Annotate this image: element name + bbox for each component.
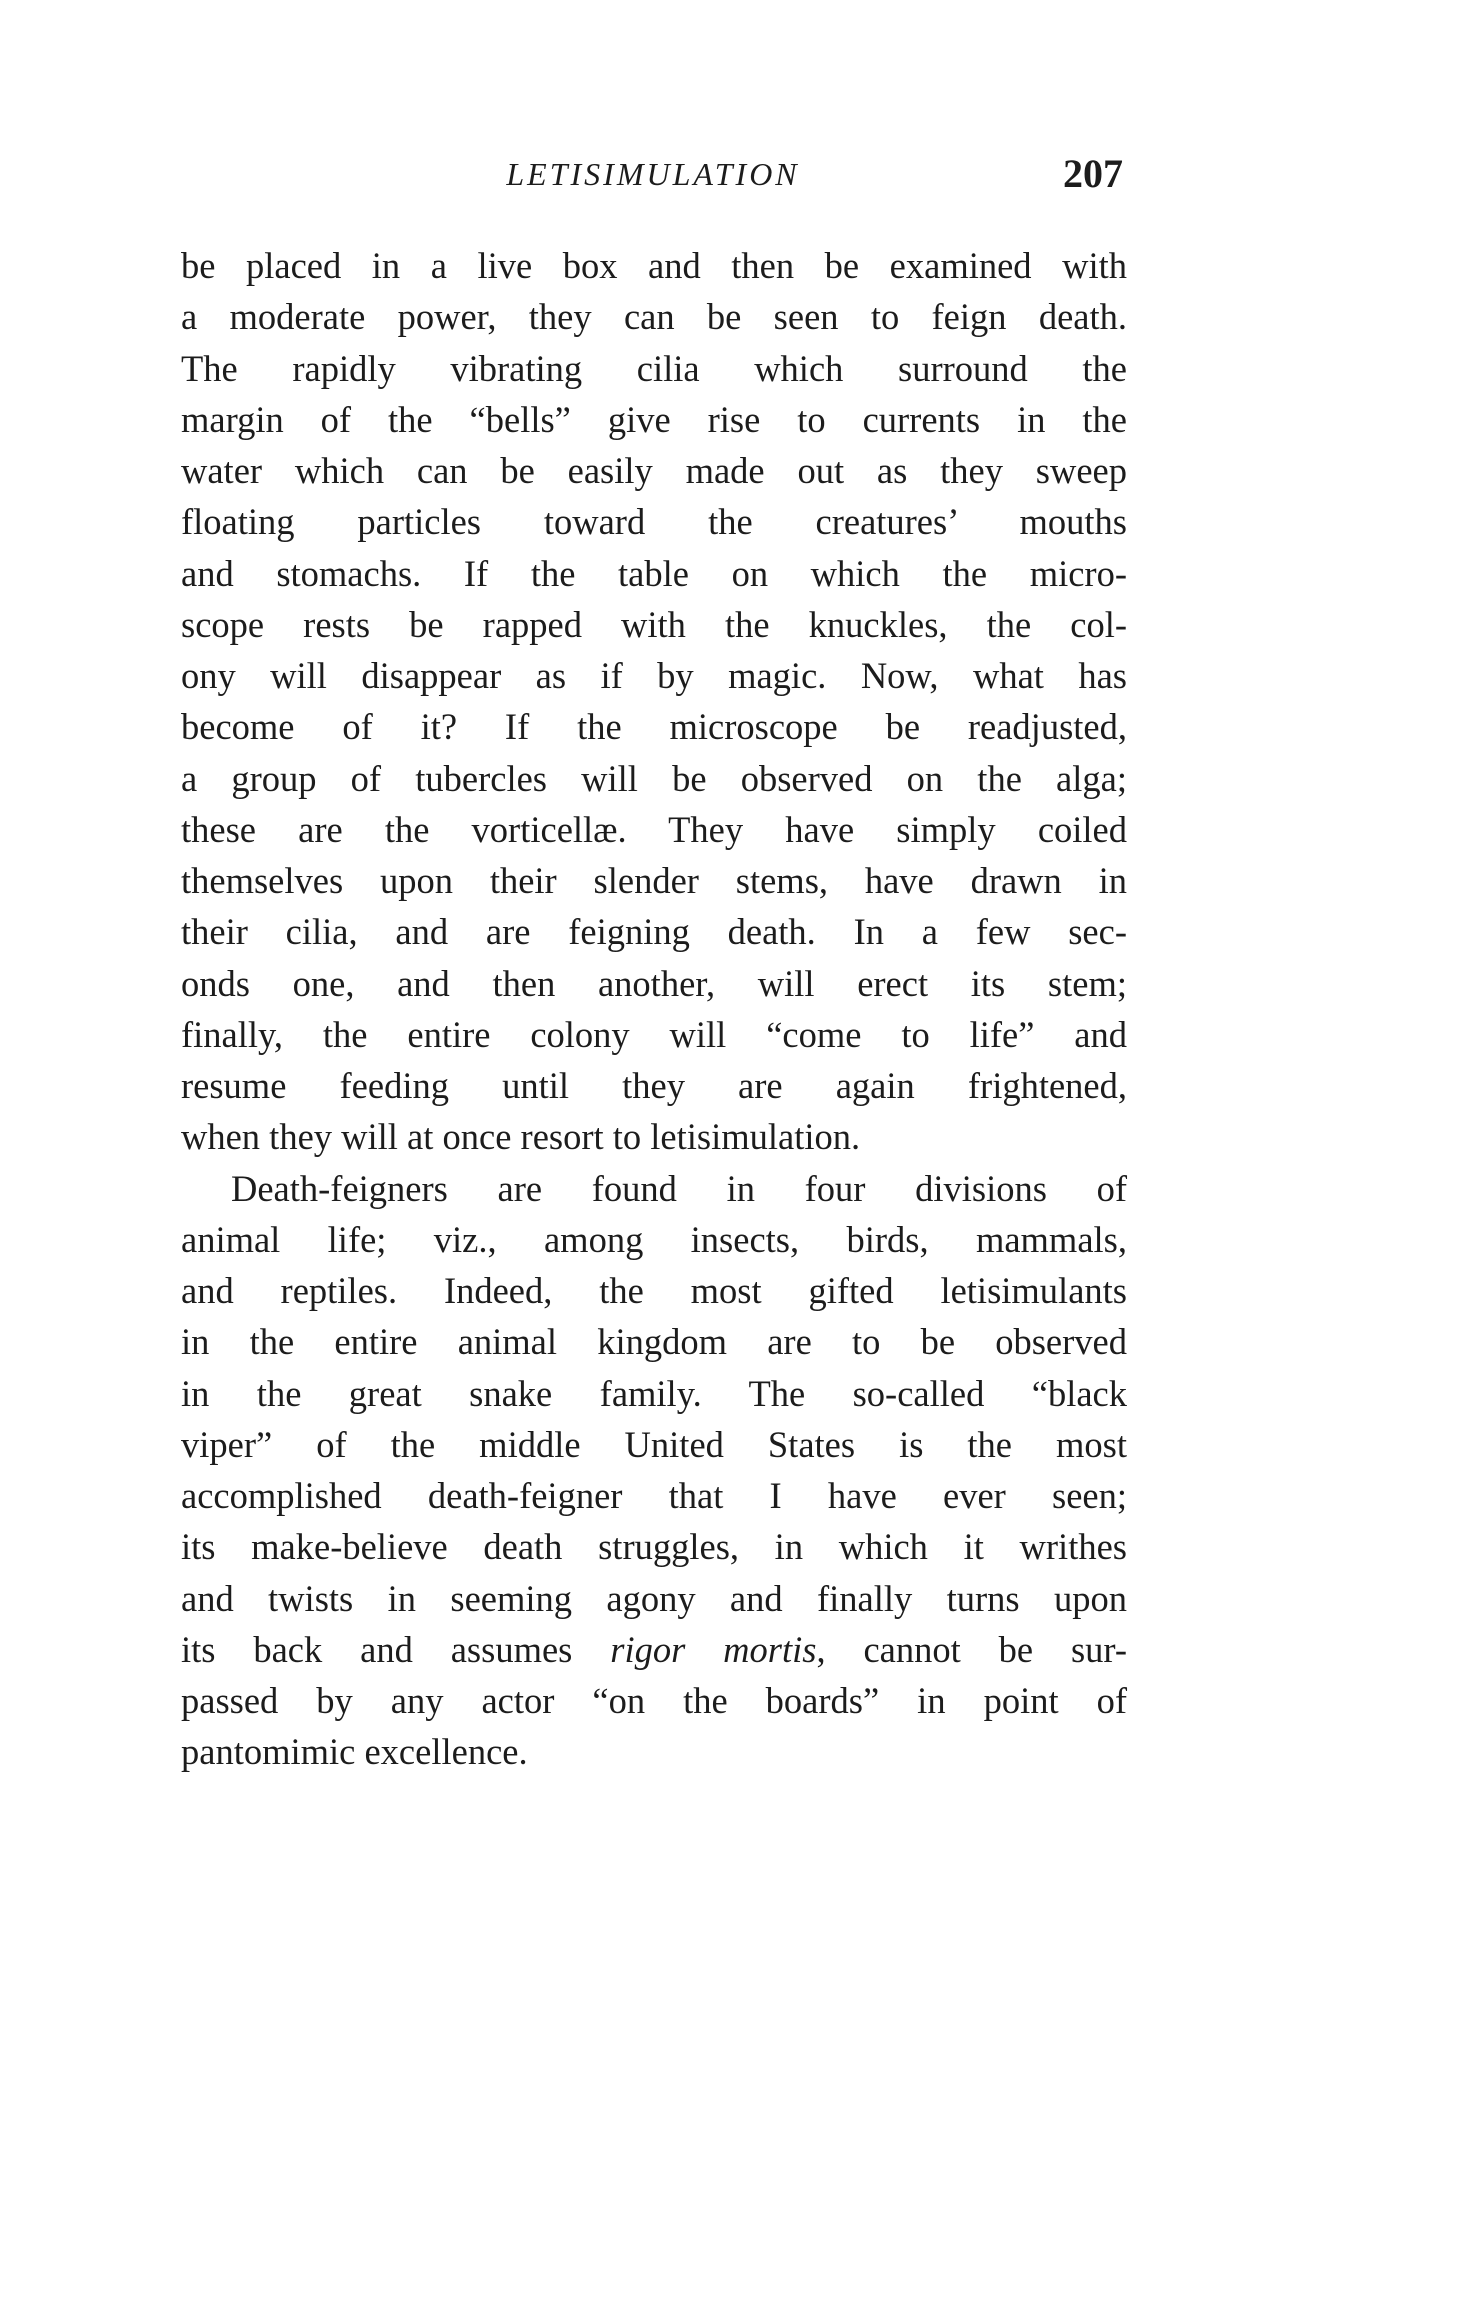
- text-line: a moderate power, they can be seen to feign death.: [181, 296, 1127, 338]
- text-line: in the great snake family. The so-called “black: [181, 1372, 1127, 1414]
- text-line: pantomimic excellence.: [181, 1731, 528, 1773]
- text-line-with-italic: [181, 1624, 1127, 1675]
- text-line: finally, the entire colony will “come to life” and: [181, 1013, 1127, 1055]
- running-head: [183, 150, 1123, 210]
- body-text: [181, 240, 1127, 1778]
- text-line: their cilia, and are feigning death. In a few sec-: [181, 911, 1127, 953]
- text-line: be placed in a live box and then be examined with: [181, 245, 1127, 286]
- text-line: Death-feigners are found in four divisions of: [231, 1167, 1127, 1209]
- text-line: when they will at once resort to letisimulation.: [181, 1116, 861, 1158]
- paragraph-2: [181, 1163, 1127, 1778]
- text-line: passed by any actor “on the boards” in point of: [181, 1680, 1127, 1721]
- text-line: its make-believe death struggles, in which it writhes: [181, 1526, 1127, 1568]
- text-line: onds one, and then another, will erect its stem;: [181, 962, 1127, 1004]
- text-line: animal life; viz., among insects, birds, mammals,: [181, 1218, 1127, 1260]
- paragraph-1: [181, 240, 1127, 1163]
- running-title: LETISIMULATION: [506, 156, 800, 192]
- text-line: accomplished death-feigner that I have ever seen;: [181, 1475, 1127, 1516]
- text-line: and stomachs. If the table on which the micro-: [181, 552, 1127, 594]
- text-line: The rapidly vibrating cilia which surround the: [181, 347, 1127, 389]
- page-number: 207: [1063, 151, 1123, 196]
- text-line: resume feeding until they are again frightened,: [181, 1065, 1127, 1106]
- line-text-after-italic: , cannot be sur-: [816, 1628, 1127, 1670]
- text-line: themselves upon their slender stems, have drawn in: [181, 860, 1127, 901]
- text-line: scope rests be rapped with the knuckles, the col-: [181, 603, 1127, 645]
- text-line: floating particles toward the creatures’ mouths: [181, 501, 1127, 543]
- text-line: these are the vorticellæ. They have simply coiled: [181, 808, 1127, 850]
- italic-phrase: rigor mortis: [610, 1628, 817, 1670]
- text-line: and reptiles. Indeed, the most gifted letisimulants: [181, 1270, 1127, 1311]
- text-line: water which can be easily made out as they sweep: [181, 450, 1127, 491]
- text-line: a group of tubercles will be observed on the alga;: [181, 757, 1127, 799]
- text-line: ony will disappear as if by magic. Now, what has: [181, 655, 1127, 696]
- text-line: and twists in seeming agony and finally turns upon: [181, 1577, 1127, 1619]
- line-text-before-italic: its back and assumes: [181, 1628, 611, 1670]
- text-line: in the entire animal kingdom are to be observed: [181, 1321, 1127, 1363]
- text-line: margin of the “bells” give rise to currents in the: [181, 398, 1127, 440]
- text-line: become of it? If the microscope be readjusted,: [181, 706, 1127, 748]
- text-line: viper” of the middle United States is the most: [181, 1423, 1127, 1465]
